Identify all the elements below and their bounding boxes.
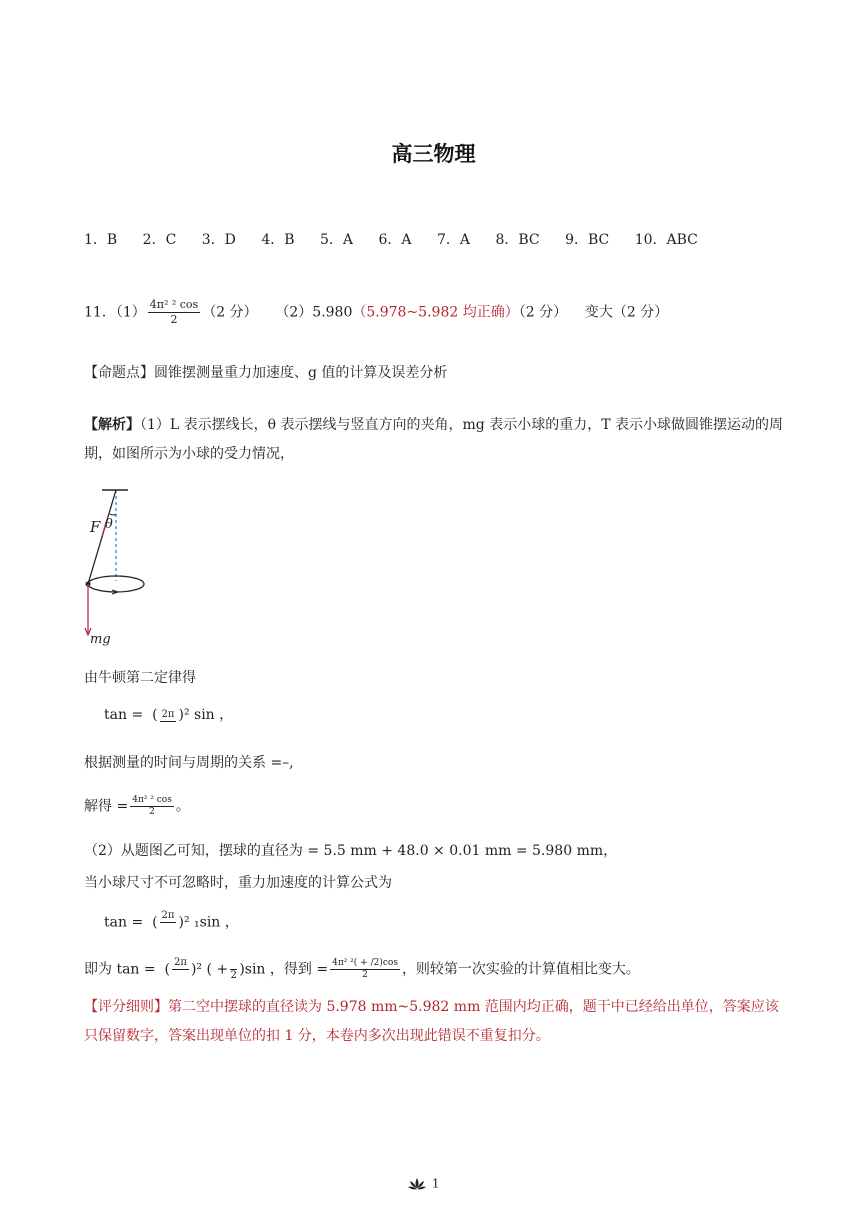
eq3-fraction <box>172 957 189 982</box>
fraction-denominator: 2 <box>149 807 155 817</box>
newton-line: 由牛顿第二定律得 <box>84 670 196 686</box>
jiexi-paragraph <box>84 411 789 469</box>
label-mg: mg <box>90 632 111 647</box>
eq3-tail: ，则较第一次实验的计算值相比变大。 <box>401 961 640 978</box>
answer-item: 2．C <box>142 232 177 248</box>
fraction-denominator <box>172 970 189 982</box>
fraction-numerator: 4π² ² cos <box>132 795 172 805</box>
page-footer <box>406 1176 439 1192</box>
answer-item: 9．BC <box>565 232 610 248</box>
eq2-right: ² ₁sin ， <box>183 914 239 931</box>
answer-list <box>84 229 719 249</box>
fraction-numerator: 2π <box>174 957 187 968</box>
eq2-left: tan = <box>104 914 144 931</box>
eq3-lead: 即为 tan = <box>84 961 156 978</box>
fraction-denominator: 2 <box>362 970 368 980</box>
answer-item: 5．A <box>319 232 354 248</box>
eq3-half-fraction <box>230 957 237 982</box>
fraction-numerator: 4π² ² cos <box>149 298 199 311</box>
fraction-numerator <box>230 957 237 970</box>
q11-part2-range: （5.978~5.982 均正确） <box>352 304 519 321</box>
q11-part3: 变大（2 分） <box>584 304 669 321</box>
answer-item: 1．B <box>84 232 118 248</box>
answer-item: 6．A <box>378 232 412 248</box>
scoring-paragraph: 【评分细则】第二空中摆球的直径读为 5.978 mm~5.982 mm 范围内均正确，题干中已经给出单位，答案应该只保留数字，答案出现单位的扣 1 分，本卷内多次出现此错误不重复扣分。 <box>84 999 779 1044</box>
jiexi-label: 【解析】 <box>84 417 140 433</box>
answer-item: 3．D <box>201 232 236 248</box>
fraction-numerator: 4π² ²( + /2)cos <box>332 958 398 968</box>
part2-line: （2）从题图乙可知，摆球的直径为 = 5.5 mm + 48.0 × 0.01 mm = 5.980 mm， <box>84 843 618 859</box>
fraction-denominator <box>160 923 177 935</box>
answer-item: 8．BC <box>495 232 540 248</box>
string-line <box>88 490 116 584</box>
solve-lead: 解得 = <box>84 798 129 815</box>
solve-tail: 。 <box>175 798 190 815</box>
solve-fraction <box>130 795 174 818</box>
eq1-left: tan = <box>104 707 144 723</box>
equation-2: tan = ( 2π )² ₁sin ， <box>104 910 239 935</box>
fraction-numerator: 2π <box>161 910 175 921</box>
answer-item: 7．A <box>436 232 470 248</box>
fraction-numerator: 2π <box>161 708 175 720</box>
q11-score2: （2 分） <box>518 304 568 321</box>
angle-arc <box>110 514 116 515</box>
q11-score1: （2 分） <box>202 304 258 321</box>
equation-1: tan = ( 2π )² sin ， <box>104 707 234 723</box>
circular-path <box>88 576 144 592</box>
lotus-logo-icon <box>406 1176 428 1192</box>
eq3-result-fraction <box>330 958 400 981</box>
page-number: 1 <box>431 1176 440 1191</box>
jiexi-text: （1）L 表示摆线长，θ 表示摆线与竖直方向的夹角，mg 表示小球的重力，T 表示小球做圆锥摆运动的周期，如图所示为小球的受力情况， <box>84 417 784 462</box>
answer-item: 10．ABC <box>634 232 698 248</box>
solve-line <box>84 795 190 818</box>
q11-line <box>84 298 668 327</box>
q11-fraction <box>148 298 200 327</box>
label-theta: θ <box>105 517 113 532</box>
pendulum-diagram <box>78 486 158 651</box>
mingti-line: 【命题点】圆锥摆测量重力加速度、g 值的计算及误差分析 <box>84 365 448 381</box>
answer-item: 4．B <box>261 232 295 248</box>
page-title: 高三物理 <box>391 142 476 166</box>
eq2-fraction <box>160 910 177 935</box>
eq3-mid: ² ( + <box>196 961 229 978</box>
eq1-fraction <box>160 709 177 722</box>
relation-line: 根据测量的时间与周期的关系 =–, <box>84 755 294 771</box>
eq3-mid2: )sin ，得到 = <box>239 961 329 978</box>
fraction-denominator: 2 <box>170 313 178 326</box>
equation-3: 即为 tan = ( 2π )² ( + 2 )sin ，得到 = $\frac{\text{4π² ²( + /2)cos}}{2}$ ，则较第一次实验的计算值相比变大。 <box>84 957 640 981</box>
q11-lead: 11．（1） <box>84 304 146 321</box>
fraction-denominator: 2 <box>230 970 237 981</box>
label-F: F <box>90 518 101 536</box>
part2b-line: 当小球尺寸不可忽略时，重力加速度的计算公式为 <box>84 875 392 891</box>
eq1-right: ² sin ， <box>183 707 234 723</box>
q11-part2: （2）5.980 <box>275 304 353 321</box>
